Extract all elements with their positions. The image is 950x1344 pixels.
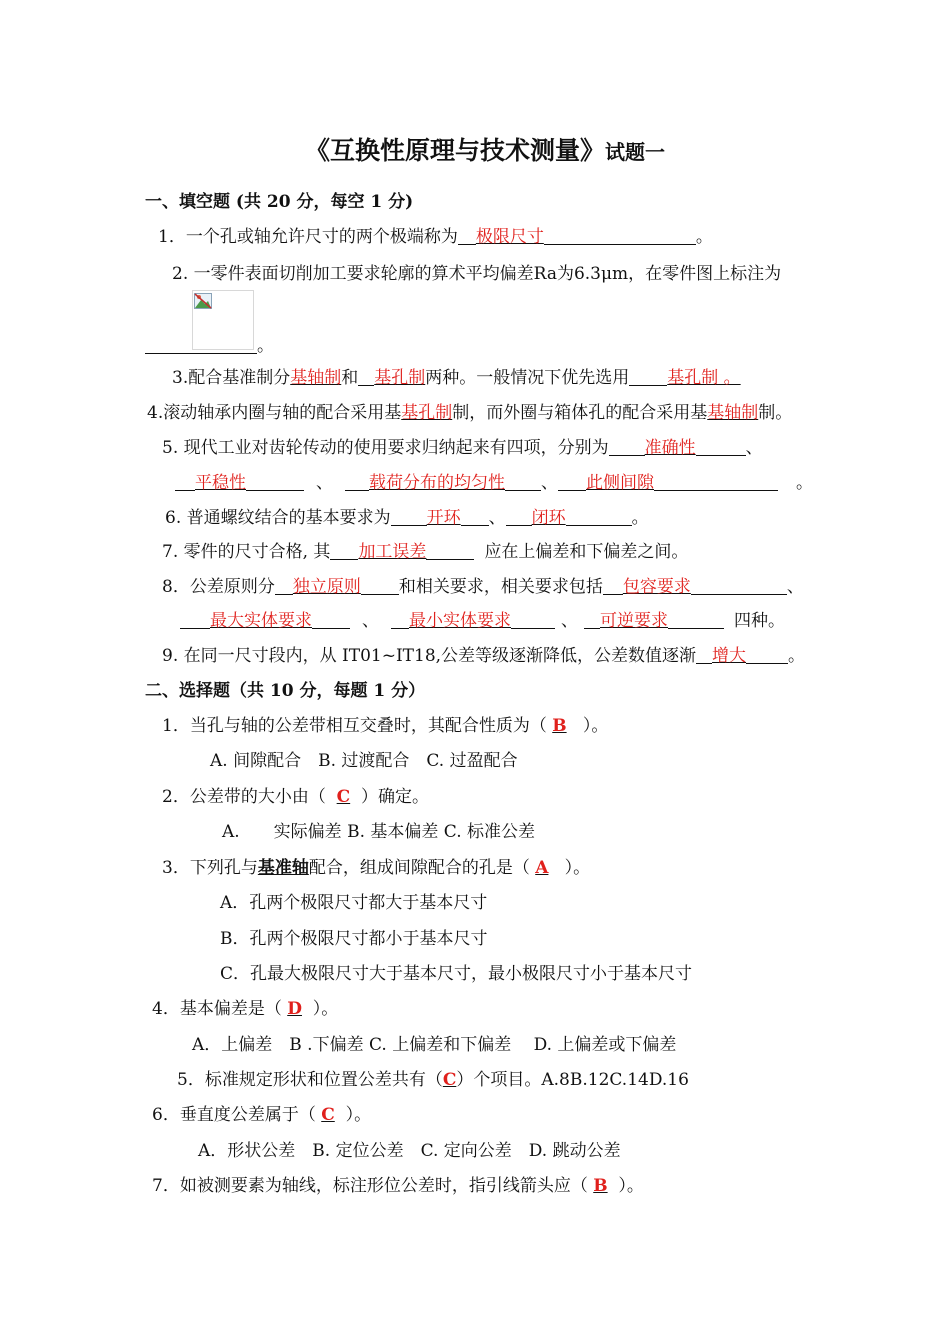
s2q1-end: ）。 [582, 716, 609, 736]
s1q2-end: 。 [257, 336, 274, 356]
s1q2-text: 2. 一零件表面切削加工要求轮廓的算术平均偏差Ra为6.3μm，在零件图上标注为 [172, 264, 782, 284]
s2q6-end: ）。 [345, 1105, 372, 1125]
s2q6-options: A．形状公差 B. 定位公差 C. 定向公差 D. 跳动公差 [198, 1141, 621, 1161]
s2q3-end: ）。 [564, 858, 591, 878]
s1q1-text: 1．一个孔或轴允许尺寸的两个极端称为 [158, 227, 458, 247]
s1q5-answer-2: 平稳性 [195, 473, 246, 493]
s2q2-options: A. 实际偏差 B. 基本偏差 C. 标准公差 [222, 822, 535, 842]
s1q3-mid-2: 两种。一般情况下优先选用 [425, 368, 630, 388]
s2-question-2 [162, 786, 429, 808]
s1q7-answer-1: 加工误差 [358, 542, 427, 562]
section1-heading: 一、填空题 (共 20 分，每空 1 分) [145, 192, 414, 212]
s1q4-text: 4.滚动轴承内圈与轴的配合采用基 [147, 403, 402, 423]
s1-question-5 [162, 437, 763, 459]
s2-question-5 [177, 1069, 689, 1091]
s2q4-text: 4．基本偏差是（ [152, 999, 282, 1019]
s1-question-4 [147, 402, 792, 424]
section2-heading: 二、选择题（共 10 分，每题 1 分） [145, 681, 426, 701]
s1-question-8-cont [180, 610, 785, 632]
s2q6-answer: C [321, 1105, 335, 1125]
s1q8-answer-5: 可逆要求 [600, 611, 668, 631]
s2q5-text: 5．标准规定形状和位置公差共有（ [177, 1070, 443, 1090]
s1-question-8 [162, 576, 804, 598]
s1q7-end: 应在上偏差和下偏差之间。 [484, 542, 689, 562]
s1q5-answer-3: 载荷分布的均匀性 [369, 473, 505, 493]
s1q6-answer-1: 开环 [426, 508, 461, 528]
s1q9-answer-1: 增大 [712, 646, 747, 666]
s2q3-text-c: 配合，组成间隙配合的孔是（ [308, 858, 530, 878]
s1q7-text: 7. 零件的尺寸合格, 其 [162, 542, 331, 562]
s1q5-end: 。 [796, 473, 813, 493]
s2q3-option-a: A．孔两个极限尺寸都大于基本尺寸 [220, 893, 488, 913]
page-title [305, 134, 665, 169]
s1q6-end: 。 [631, 508, 649, 528]
s2q2-end: ）确定。 [360, 787, 429, 807]
s2q2-text: 2．公差带的大小由（ [162, 787, 326, 807]
s1q8-sep-3: 、 [561, 611, 578, 631]
s1-question-7 [162, 541, 688, 563]
s2-question-1 [162, 715, 608, 737]
s1q5-sep-3: 、 [541, 473, 558, 493]
s1q6-text: 6. 普通螺纹结合的基本要求为 [165, 508, 391, 528]
s1-question-2-blank [145, 335, 274, 357]
s1q8-answer-1: 独立原则 [292, 577, 361, 597]
s1q3-answer-3: 基孔制 。 [667, 368, 741, 388]
s1q6-answer-2: 闭环 [531, 508, 566, 528]
s2q1-answer: B [552, 716, 567, 736]
s1q3-answer-2: 基孔制 [374, 368, 426, 388]
s2-question-6 [152, 1104, 371, 1126]
s1q5-text: 5. 现代工业对齿轮传动的使用要求归纳起来有四项，分别为 [162, 438, 609, 458]
s1q1-answer: 极限尺寸 [475, 227, 544, 247]
s1q8-mid: 和相关要求，相关要求包括 [398, 577, 603, 597]
s1-question-3 [172, 367, 741, 389]
s2q1-options: A. 间隙配合 B. 过渡配合 C. 过盈配合 [210, 751, 518, 771]
s2q3-answer: A [535, 858, 549, 878]
s1q4-end: 制。 [758, 403, 793, 423]
s1q8-end: 四种。 [734, 611, 785, 631]
s2q7-end: ）。 [618, 1176, 644, 1196]
s2q3-option-b: B．孔两个极限尺寸都小于基本尺寸 [220, 929, 488, 949]
s1q1-end: 。 [695, 227, 713, 247]
s2q7-answer: B [593, 1176, 608, 1196]
s1-question-6 [165, 507, 649, 529]
s2q5-end: ）个项目。A.8B.12C.14D.16 [456, 1070, 689, 1090]
s1-question-9 [162, 645, 805, 667]
s1q3-mid-1: 和 [341, 368, 359, 388]
s1q3-text: 3.配合基准制分 [172, 368, 291, 388]
s2-question-4 [152, 998, 338, 1020]
s2-question-7 [152, 1175, 644, 1197]
s1q5-sep-2: 、 [316, 473, 333, 493]
s2-question-3 [162, 857, 590, 879]
s1-question-5-cont [175, 472, 813, 494]
s1q8-sep-2: 、 [362, 611, 379, 631]
s2q1-text: 1．当孔与轴的公差带相互交叠时，其配合性质为（ [162, 716, 547, 736]
s1q4-mid: 制，而外圈与箱体孔的配合采用基 [452, 403, 708, 423]
s1q8-answer-3: 最大实体要求 [210, 611, 312, 631]
s2q4-options: A．上偏差 B .下偏差 C. 上偏差和下偏差 D. 上偏差或下偏差 [192, 1035, 677, 1055]
s1q8-answer-2: 包容要求 [622, 577, 691, 597]
s1-question-1 [158, 226, 713, 248]
s2q3-text-a: 3．下列孔与 [162, 858, 258, 878]
broken-image-icon [194, 293, 212, 309]
s2q5-answer: C [442, 1070, 457, 1090]
title-main: 《互换性原理与技术测量》 [305, 136, 606, 165]
s2q4-end: ）。 [312, 999, 339, 1019]
s1q4-answer-2: 基轴制 [707, 403, 759, 423]
s2q3-option-c: C．孔最大极限尺寸大于基本尺寸，最小极限尺寸小于基本尺寸 [220, 964, 693, 984]
s2q6-text: 6．垂直度公差属于（ [152, 1105, 316, 1125]
s1q5-sep-1: 、 [745, 438, 763, 458]
s1q8-answer-4: 最小实体要求 [409, 611, 511, 631]
s1q9-end: 。 [788, 646, 806, 666]
s1q5-answer-1: 准确性 [644, 438, 696, 458]
s1-question-2 [172, 263, 781, 285]
s2q7-text: 7．如被测要素为轴线，标注形位公差时，指引线箭头应（ [152, 1176, 588, 1196]
title-suffix: 试题一 [605, 140, 666, 164]
s1q8-text: 8．公差原则分 [162, 577, 275, 597]
s1q8-sep-1: 、 [786, 577, 804, 597]
s1q9-text: 9. 在同一尺寸段内，从 IT01~IT18,公差等级逐渐降低，公差数值逐渐 [162, 646, 697, 666]
s1q3-answer-1: 基轴制 [290, 368, 342, 388]
s1q6-sep: 、 [488, 508, 506, 528]
s2q2-answer: C [336, 787, 351, 807]
s1q5-answer-4: 此侧间隙 [586, 473, 654, 493]
s2q4-answer: D [287, 999, 302, 1019]
s2q3-text-b: 基准轴 [257, 858, 309, 878]
s1q4-answer-1: 基孔制 [401, 403, 453, 423]
